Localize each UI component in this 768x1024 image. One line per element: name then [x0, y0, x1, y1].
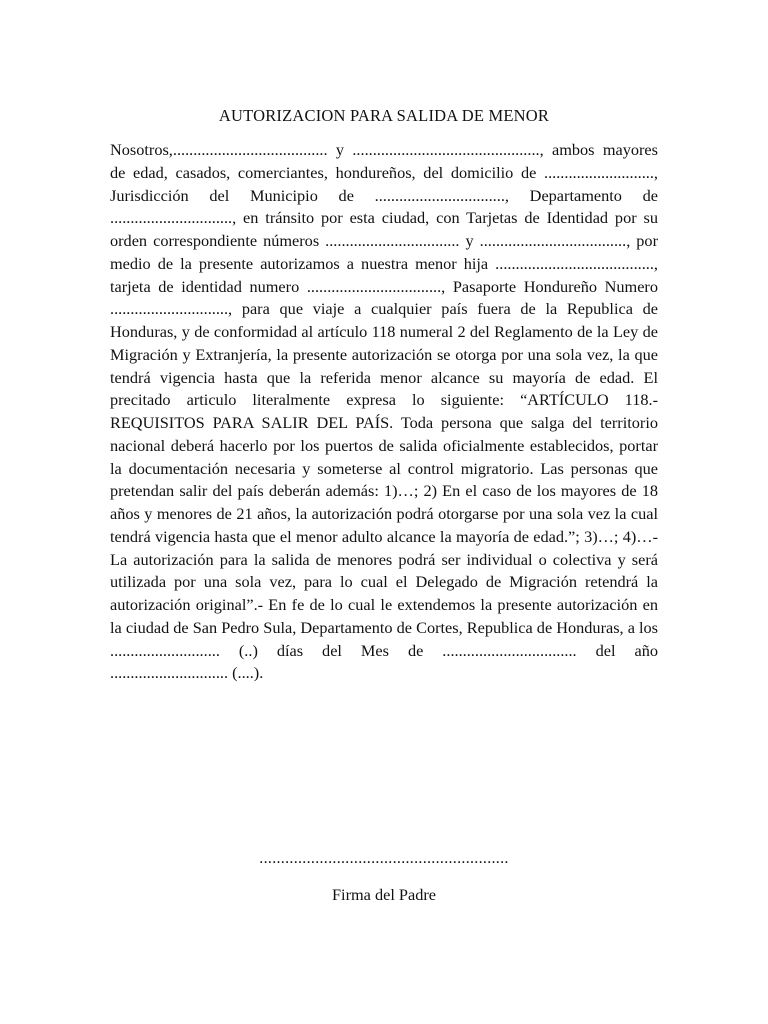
document-title: AUTORIZACION PARA SALIDA DE MENOR: [218, 106, 550, 125]
signature-label: Firma del Padre: [332, 885, 436, 904]
signature-line: ..........................................................: [259, 850, 509, 867]
authorization-body-paragraph: Nosotros,...................................... y .............................................., ambos mayores de edad, casados, comerciantes, hondureños, del domicilio de ..........................., Jurisdicción del Municipio de ................................, Departamento de .............................., en tránsito por esta ciudad, con Tarjetas de Identidad por su orden correspondiente números ................................. y ...................................., por medio de la presente autorizamos a nuestra menor hija ......................................., tarjeta de identidad numero ................................., Pasaporte Hondureño Numero ............................., para que viaje a cualquier país fuera de la Republica de Honduras, y de conformidad al artículo 118 numeral 2 del Reglamento de la Ley de Migración y Extranjería, la presente autorización se otorga por una sola vez, la que tendrá vigencia hasta que la referida menor alcance su mayoría de edad. El precitado articulo literalmente expresa lo siguiente: “ARTÍCULO 118.- REQUISITOS PARA SALIR DEL PAÍS. Toda persona que salga del territorio nacional deberá hacerlo por los puertos de salida oficialmente establecidos, portar la documentación necesaria y someterse al control migratorio. Las personas que pretendan salir del país deberán además: 1)…; 2) En el caso de los mayores de 18 años y menores de 21 años, la autorización podrá otorgarse por una sola vez la cual tendrá vigencia hasta que el menor adulto alcance la mayoría de edad.”; 3)…; 4)…- La autorización para la salida de menores podrá ser individual o colectiva y será utilizada por una sola vez, para lo cual el Delegado de Migración retendrá la autorización original”.- En fe de lo cual le extendemos la presente autorización en la ciudad de San Pedro Sula, Departamento de Cortes, Republica de Honduras, a los ........................... (..) días del Mes de ................................. del año ............................. (....).: [110, 140, 658, 683]
